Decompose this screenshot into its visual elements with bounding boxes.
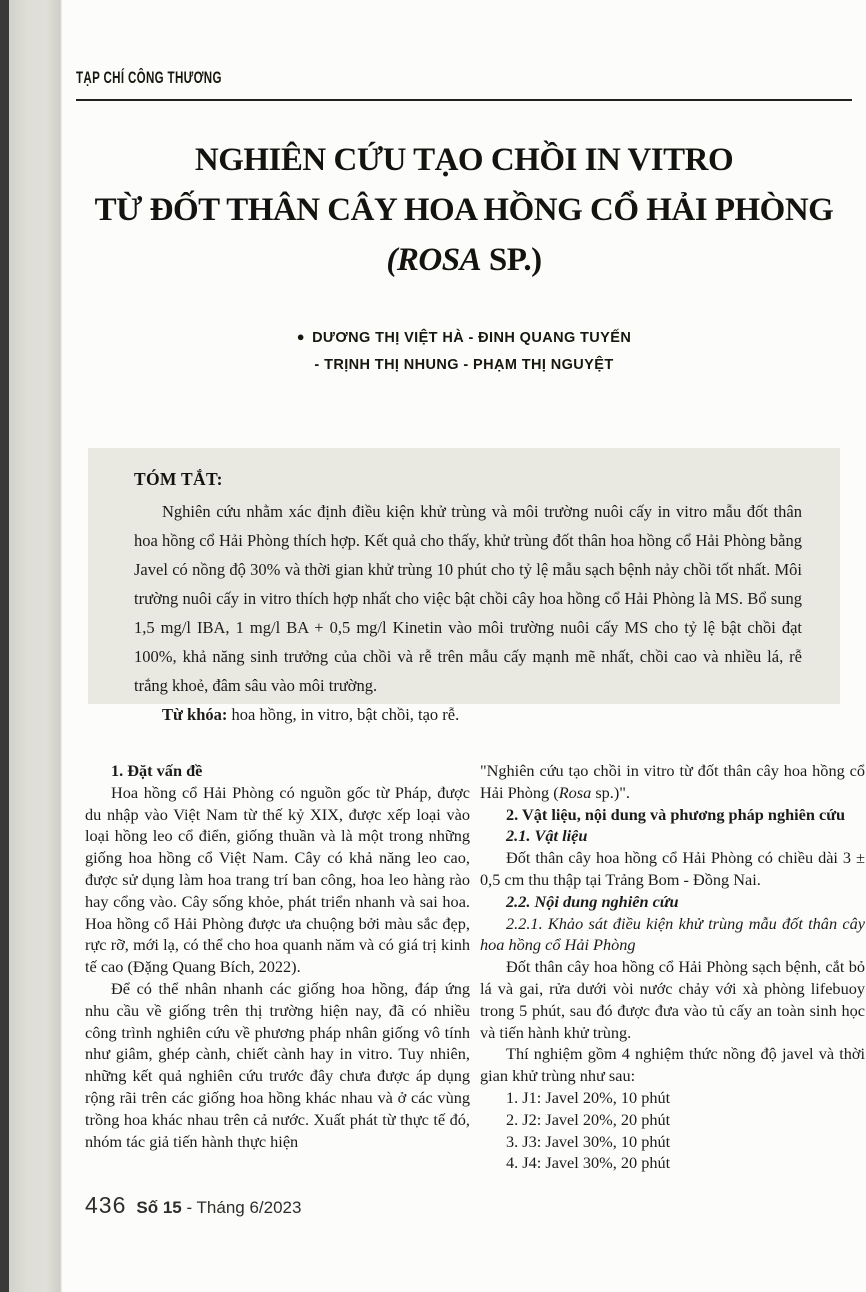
section-1-heading: 1. Đặt vấn đề [111,761,203,780]
abstract-box [88,448,840,724]
material-paragraph: Đốt thân cây hoa hồng cổ Hải Phòng có chiều dài 3 ± 0,5 cm thu thập tại Trảng Bom - Đồng Nai. [480,848,865,889]
authors-line1-text: DƯƠNG THỊ VIỆT HÀ - ĐINH QUANG TUYẾN [312,330,632,346]
scan-gutter-shadow [9,0,62,1292]
author-bullet-icon: ● [296,329,306,344]
intro-paragraph-1: Hoa hồng cổ Hải Phòng có nguồn gốc từ Pháp, được du nhập vào Việt Nam từ thế kỷ XIX, được xếp loại vào loại hồng leo cổ điển, giống thuần và là một trong những giống hoa hồng cổ Việt Nam. Cây có khả năng leo cao, được sử dụng làm hoa trang trí ban công, hoa leo hàng rào hay cổng vào. Cây sống khỏe, phát triển nhanh và sai hoa. Hoa hồng cổ Hải Phòng được ưa chuộng bởi màu sắc đẹp, rực rỡ, mới lạ, có thể cho hoa quanh năm và có giá trị kinh tế cao (Đặng Quang Bích, 2022). [85,782,470,977]
journal-masthead [76,68,290,88]
sterilize-paragraph: Đốt thân cây hoa hồng cổ Hải Phòng sạch bệnh, cắt bỏ lá và gai, rửa dưới vòi nước chảy với xà phòng lifebuoy trong 5 phút, sau đó được đưa vào tủ cấy an toàn sinh học và tiến hành khử trùng. [480,957,865,1042]
experiment-paragraph: Thí nghiệm gồm 4 nghiệm thức nồng độ javel và thời gian khử trùng như sau: [480,1044,865,1086]
abstract-heading: TÓM TẮT: [134,469,223,489]
article-title-line1: NGHIÊN CỨU TẠO CHỒI IN VITRO [194,142,734,178]
masthead-rule [76,99,852,101]
quote-post: sp.)". [591,782,631,802]
journal-masthead-text: TẠP CHÍ CÔNG THƯƠNG [76,68,222,87]
article-title-line2: TỪ ĐỐT THÂN CÂY HOA HỒNG CỔ HẢI PHÒNG [94,192,834,228]
page-content [62,0,866,1292]
section-2-heading: 2. Vật liệu, nội dung và phương pháp nghiên cứu [506,804,846,824]
section-2-2-heading: 2.2. Nội dung nghiên cứu [506,891,679,911]
article-title-species: (ROSA [386,242,482,278]
article-title-line3 [62,235,866,285]
author-block [62,324,866,379]
intro-paragraph-2: Để có thể nhân nhanh các giống hoa hồng, đáp ứng nhu cầu về giống trên thị trường hiện nay, đã có nhiều công trình nghiên cứu về phương pháp nhân giống vô tính như giâm, ghép cành, chiết cành hay in vitro. Tuy nhiên, những kết quả nghiên cứu trước đây chưa được áp dụng rộng rãi trên các giống hoa hồng khác nhau và ở các vùng trồng hoa khác nhau trên cả nước. Xuất phát từ thực tế đó, nhóm tác giả tiến hành thực hiện [85,978,470,1151]
treatment-item-4: 4. J4: Javel 30%, 20 phút [506,1153,671,1173]
article-title [62,135,866,285]
page-number: 436 [85,1192,127,1218]
quote-genus: Rosa [558,782,592,802]
body-columns [85,760,865,1174]
author-line-2: - TRỊNH THỊ NHUNG - PHẠM THỊ NGUYỆT [314,357,614,373]
author-line-1 [62,324,866,352]
treatment-item-3: 3. J3: Javel 30%, 10 phút [506,1131,671,1151]
treatment-item-2: 2. J2: Javel 20%, 20 phút [506,1109,671,1129]
issue-date: - Tháng 6/2023 [181,1198,302,1217]
keywords-text: hoa hồng, in vitro, bật chồi, tạo rễ. [227,705,460,724]
quote-pre: "Nghiên cứu tạo chồi in vitro từ đốt thân cây hoa hồng cổ Hải Phòng ( [480,761,865,802]
page-footer [85,1192,301,1219]
section-2-2-1-heading: 2.2.1. Khảo sát điều kiện khử trùng mẫu đốt thân cây hoa hồng cổ Hải Phòng [480,913,865,955]
abstract-body: Nghiên cứu nhằm xác định điều kiện khử trùng và môi trường nuôi cấy in vitro mẫu đốt thân hoa hồng cổ Hải Phòng thích hợp. Kết quả cho thấy, khử trùng đốt thân hoa hồng cổ Hải Phòng bằng Javel có nồng độ 30% và thời gian khử trùng 10 phút cho tỷ lệ mẫu sạch bệnh nảy chồi tốt nhất. Môi trường nuôi cấy in vitro thích hợp nhất cho việc bật chồi cây hoa hồng cổ Hải Phòng là MS. Bổ sung 1,5 mg/l IBA, 1 mg/l BA + 0,5 mg/l Kinetin vào môi trường nuôi cấy MS cho tỷ lệ bật chồi đạt 100%, khả năng sinh trưởng của chồi và rễ trên mẫu cấy mạnh mẽ nhất, chồi cao và nhiều lá, rễ trắng khoẻ, đâm sâu vào môi trường. [134,502,802,695]
treatment-item-1: 1. J1: Javel 20%, 10 phút [506,1087,671,1107]
issue-label: Số 15 [136,1198,182,1217]
article-title-sp: SP.) [481,242,542,278]
study-title-quote [480,760,865,804]
right-column [480,760,865,1174]
section-2-1-heading: 2.1. Vật liệu [506,826,588,846]
left-column [85,760,470,1174]
keywords-label: Từ khóa: [162,705,228,724]
scan-dark-edge [0,0,9,1292]
abstract-keywords [134,700,802,729]
